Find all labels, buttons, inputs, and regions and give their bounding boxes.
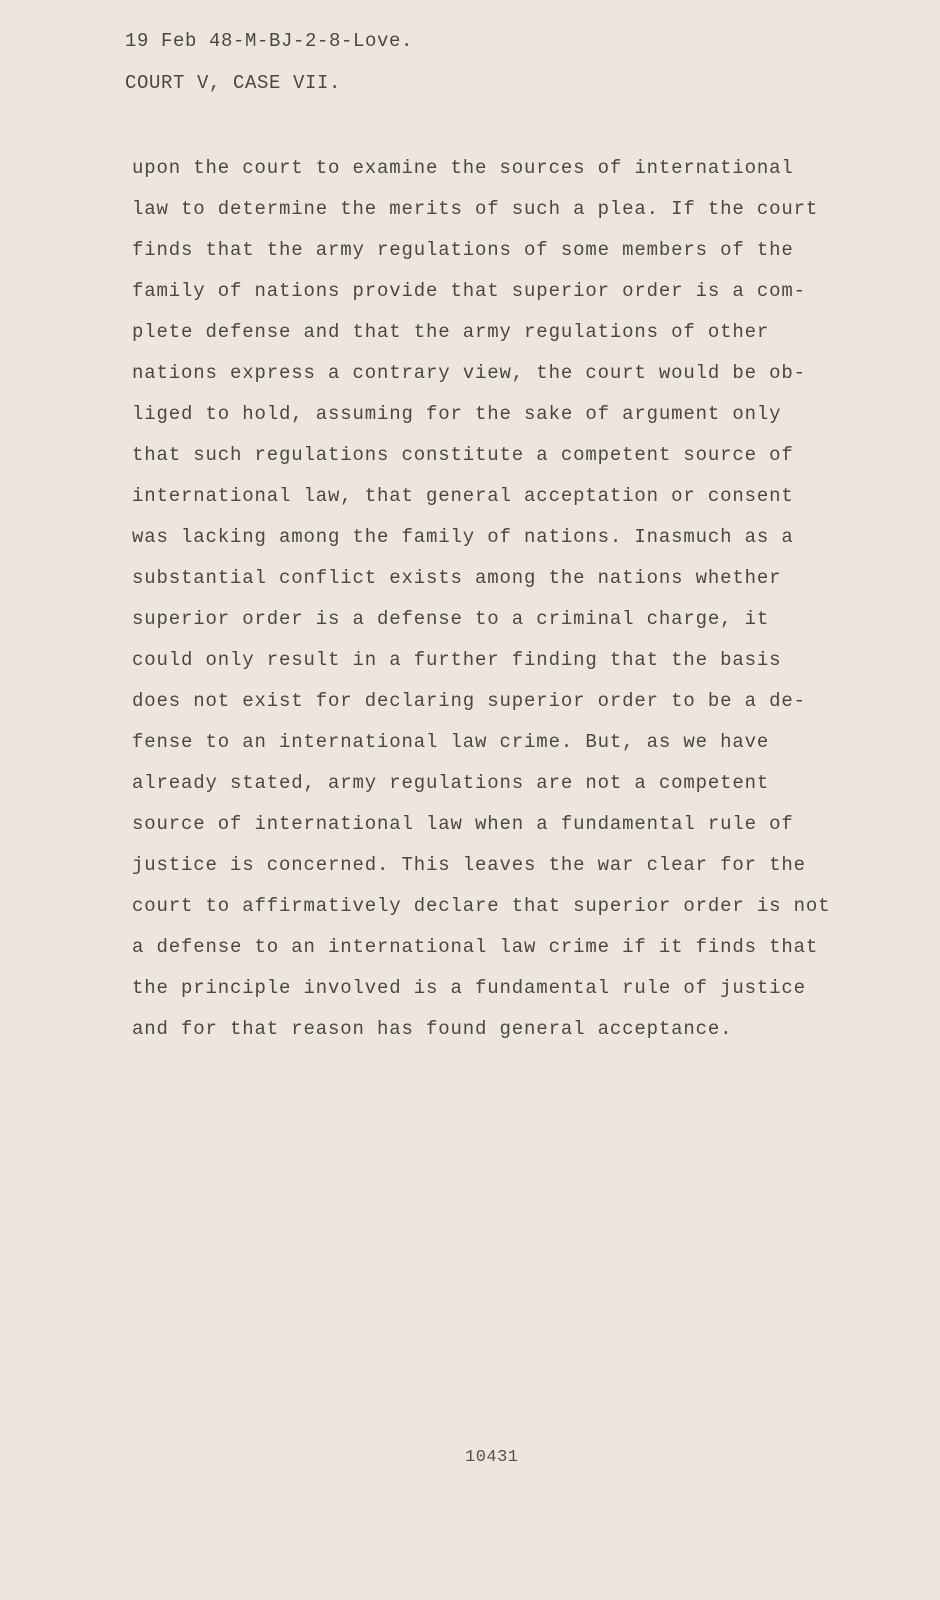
text-line: does not exist for declaring superior order to be a de- (132, 690, 806, 712)
text-line: was lacking among the family of nations. Inasmuch as a (132, 526, 794, 548)
text-line: substantial conflict exists among the nations whether (132, 567, 782, 589)
text-line: plete defense and that the army regulations of other (132, 321, 770, 343)
text-line: a defense to an international law crime if it finds that (132, 936, 819, 958)
text-line: the principle involved is a fundamental rule of justice (132, 977, 806, 999)
text-line: already stated, army regulations are not a competent (132, 772, 770, 794)
text-line: justice is concerned. This leaves the war clear for the (132, 854, 806, 876)
page-number: 10431 (465, 1448, 519, 1467)
text-line: court to affirmatively declare that superior order is not (132, 895, 831, 917)
text-line: and for that reason has found general acceptance. (132, 1018, 733, 1040)
text-line: family of nations provide that superior order is a com- (132, 280, 806, 302)
text-line: international law, that general acceptation or consent (132, 485, 794, 507)
text-line: source of international law when a fundamental rule of (132, 813, 794, 835)
body-text (132, 148, 830, 1050)
text-line: superior order is a defense to a criminal charge, it (132, 608, 770, 630)
text-line: law to determine the merits of such a plea. If the court (132, 198, 819, 220)
text-line: liged to hold, assuming for the sake of argument only (132, 403, 782, 425)
text-line: finds that the army regulations of some members of the (132, 239, 794, 261)
text-line: nations express a contrary view, the court would be ob- (132, 362, 806, 384)
text-line: fense to an international law crime. But, as we have (132, 731, 770, 753)
text-line: that such regulations constitute a competent source of (132, 444, 794, 466)
text-line: could only result in a further finding that the basis (132, 649, 782, 671)
court-case-heading: COURT V, CASE VII. (125, 72, 342, 94)
text-line: upon the court to examine the sources of international (132, 157, 794, 179)
document-reference: 19 Feb 48-M-BJ-2-8-Love. (125, 30, 414, 52)
